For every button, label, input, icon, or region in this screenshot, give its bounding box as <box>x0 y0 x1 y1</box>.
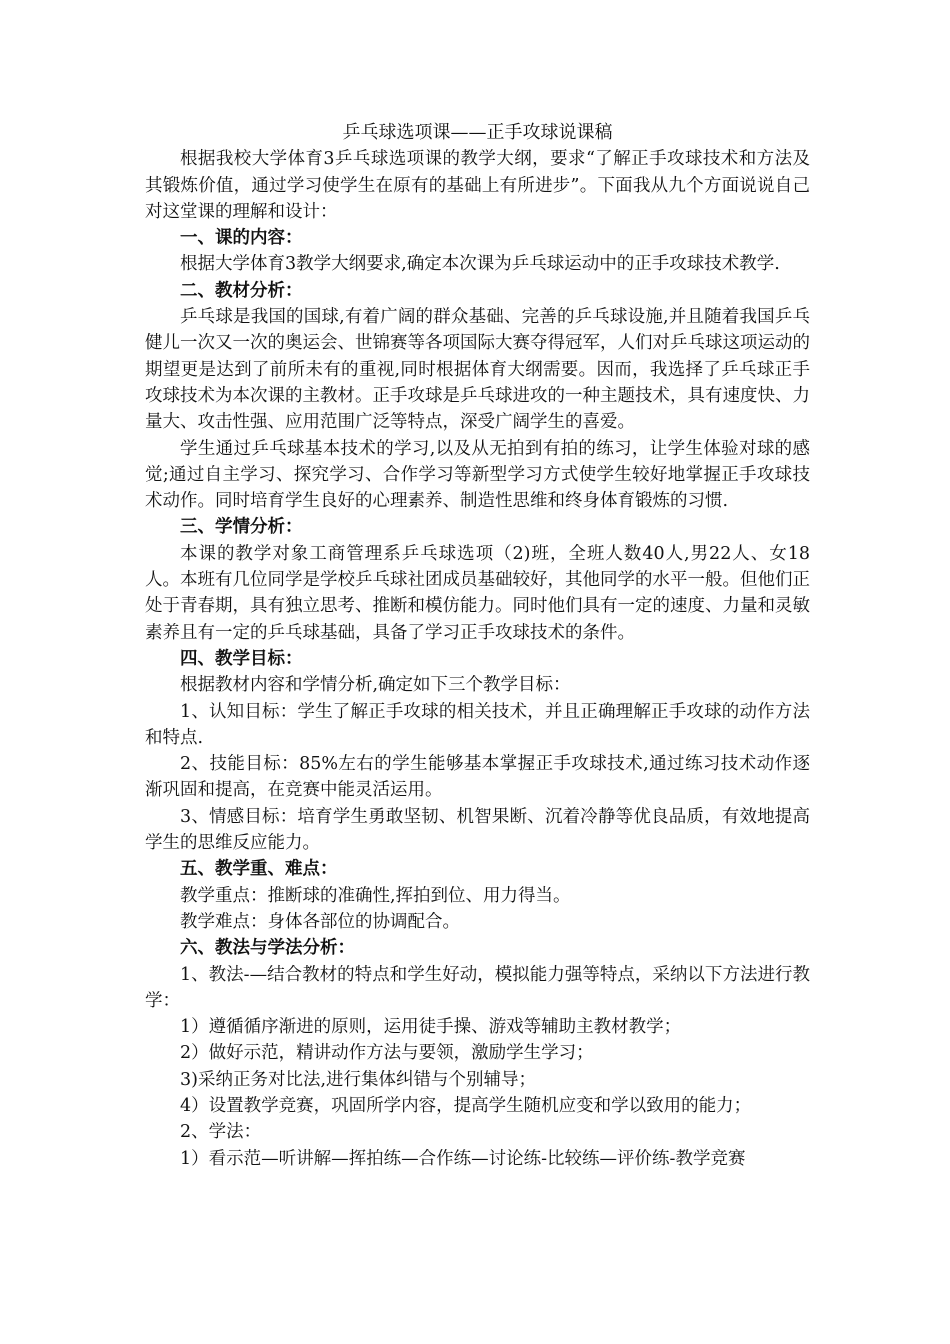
intro-paragraph: 根据我校大学体育3乒乓球选项课的教学大纲，要求“了解正手攻球技术和方法及其锻炼价值，通过学习使学生在原有的基础上有所进步”。下面我从九个方面说说自己对这堂课的理解和设计： <box>145 149 810 222</box>
teaching-goals-intro: 根据教材内容和学情分析,确定如下三个教学目标： <box>180 675 571 696</box>
section-heading-teaching-goals: 四、教学目标： <box>180 648 303 669</box>
content-paragraph: 根据大学体育3教学大纲要求,确定本次课为乒乓球运动中的正手攻球技术教学. <box>180 254 780 275</box>
teaching-method-item: 3)采纳正务对比法,进行集体纠错与个别辅导； <box>180 1069 537 1090</box>
teaching-method-item: 4）设置教学竞赛，巩固所学内容，提高学生随机应变和学以致用的能力； <box>180 1095 752 1116</box>
emotional-goal: 3、情感目标：培育学生勇敢坚韧、机智果断、沉着冷静等优良品质，有效地提高学生的思维反应能力。 <box>145 806 810 854</box>
section-heading-student-analysis: 三、学情分析： <box>180 517 303 538</box>
teaching-method-item: 1）遵循循序渐进的原则，运用徒手操、游戏等辅助主教材教学； <box>180 1017 682 1038</box>
material-analysis-paragraph-2: 学生通过乒乓球基本技术的学习,以及从无拍到有拍的练习，让学生体验对球的感觉;通过自主学习、探究学习、合作学习等新型学习方式使学生较好地掌握正手攻球技术动作。同时培育学生良好的心理素养、制造性思维和终身体育锻炼的习惯. <box>145 438 810 512</box>
skill-goal: 2、技能目标：85%左右的学生能够基本掌握正手攻球技术,通过练习技术动作逐渐巩固和提高，在竞赛中能灵活运用。 <box>145 754 810 801</box>
key-point: 教学重点：推断球的准确性,挥拍到位、用力得当。 <box>180 885 571 906</box>
section-heading-methods: 六、教法与学法分析： <box>180 938 355 959</box>
difficult-point: 教学难点：身体各部位的协调配合。 <box>180 911 460 932</box>
student-analysis-paragraph: 本课的教学对象工商管理系乒乓球选项（2)班，全班人数40人,男22人、女18人。本班有几位同学是学校乒乓球社团成员基础较好，其他同学的水平一般。但他们正处于青春期，具有独立思考、推断和模仿能力。同时他们具有一定的速度、力量和灵敏素养且有一定的乒乓球基础，具备了学习正手攻球技术的条件。 <box>145 543 810 643</box>
teaching-method-intro: 1、教法-—结合教材的特点和学生好动，模拟能力强等特点，采纳以下方法进行教学： <box>145 964 810 1011</box>
document-page <box>145 120 810 1172</box>
learning-method-item: 1）看示范—听讲解—挥拍练—合作练—讨论练-比较练—评价练-教学竞赛 <box>180 1148 746 1169</box>
material-analysis-paragraph-1: 乒乓球是我国的国球,有着广阔的群众基础、完善的乒乓球设施,并且随着我国乒乓健儿一次又一次的奥运会、世锦赛等各项国际大赛夺得冠军，人们对乒乓球这项运动的期望更是达到了前所未有的重视,同时根据体育大纲需要。因而，我选择了乒乓球正手攻球技术为本次课的主教材。正手攻球是乒乓球进攻的一种主题技术，具有速度快、力量大、攻击性强、应用范围广泛等特点，深受广阔学生的喜爱。 <box>145 307 810 433</box>
cognitive-goal: 1、认知目标：学生了解正手攻球的相关技术，并且正确理解正手攻球的动作方法和特点. <box>145 701 810 748</box>
learning-method-heading: 2、学法： <box>180 1122 262 1143</box>
document-title: 乒乓球选项课——正手攻球说课稿 <box>342 122 613 143</box>
teaching-method-item: 2）做好示范，精讲动作方法与要领，激励学生学习； <box>180 1043 594 1064</box>
section-heading-key-points: 五、教学重、难点： <box>180 859 338 880</box>
section-heading-content: 一、课的内容： <box>180 228 303 249</box>
section-heading-material-analysis: 二、教材分析： <box>180 280 303 301</box>
